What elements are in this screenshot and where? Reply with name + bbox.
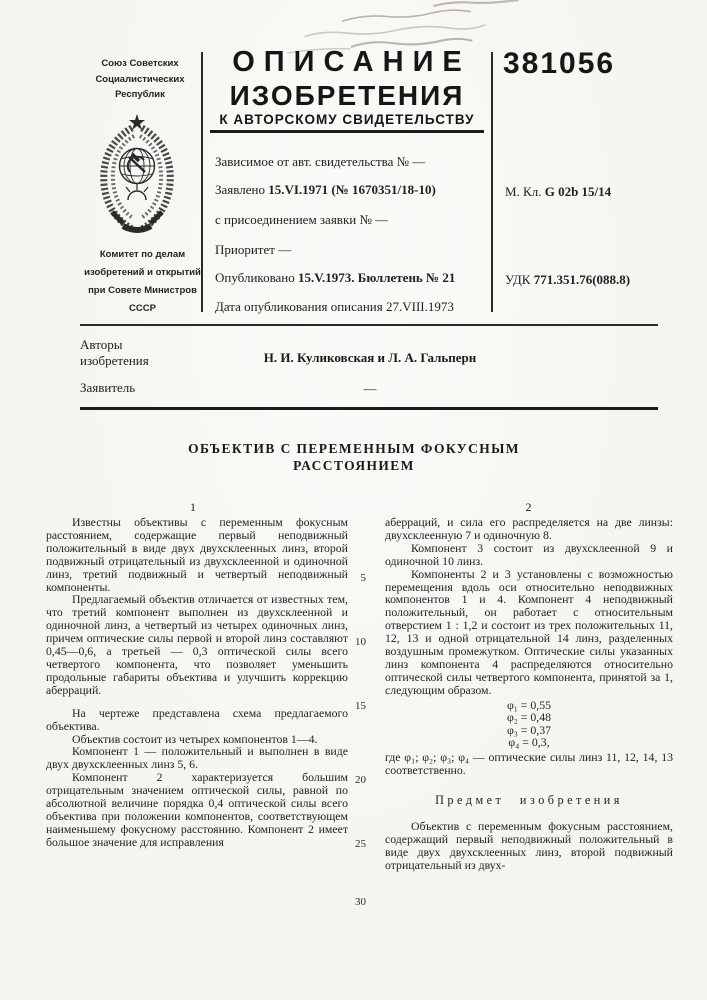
paragraph: Компонент 1 — положительный и выполнен в виде двух двухсклеенных линз 5, 6. [46, 744, 348, 772]
formula: φ₄ = 0,3, [508, 735, 550, 750]
paragraph: Известны объективы с переменным фокусным расстоянием, содержащие первый неподвижный положительный в виде двух двухсклеенных линз, второй подвижный отрицательный из двухсклеенной и одиночной линз, третий подвижный и четвертый неподвижный компоненты. [46, 515, 348, 594]
field-dependent [215, 154, 425, 170]
field-date-value: 27.VIII.1973 [385, 299, 454, 314]
field-priority-value: — [278, 242, 292, 257]
field-dependent-label: Зависимое от авт. свидетельства № [215, 154, 410, 169]
paragraph: аберраций, и сила его распределяется на две линзы: двухсклеенную 7 и одиночную 8. [385, 515, 673, 542]
invention-title-line1: ОБЪЕКТИВ С ПЕРЕМЕННЫМ ФОКУСНЫМ [188, 441, 520, 456]
column-2-number: 2 [525, 500, 532, 514]
paragraph: Предлагаемый объектив отличается от известных тем, что третий компонент выполнен из двухсклеенной и одиночной линз, а четвертый из четырех одиночных линз, причем оптические силы первой и второй линз составляют 0,45—0,6, а третьей — 0,3 оптической силы всего четвертого компонента, что позволяет уменьшить продольные габариты объектива и улучшить коррекцию аберраций. [46, 592, 348, 697]
field-published [215, 270, 455, 286]
applicant-value: — [363, 381, 377, 396]
field-udc-label: УДК [505, 272, 531, 287]
applicant-label: Заявитель [80, 380, 136, 395]
invention-title [104, 440, 604, 474]
header-bottom-rule [80, 324, 658, 326]
field-filed [215, 182, 436, 198]
field-published-value: 15.V.1973. Бюллетень № 21 [298, 270, 456, 285]
doc-type-title-line2: ИЗОБРЕТЕНИЯ [229, 80, 465, 111]
union-name-line: Республик [115, 89, 165, 100]
field-class-label: М. Кл. [505, 184, 542, 199]
field-class [505, 184, 611, 200]
header-vertical-rule-right [491, 52, 493, 312]
authors-bottom-rule [80, 407, 658, 410]
union-name [60, 56, 220, 103]
field-udc-value: 771.351.76(088.8) [533, 272, 631, 287]
paragraph: Компоненты 2 и 3 установлены с возможностью перемещения вдоль оси относительно неподвижных компонентов 1 и 4. Компонент 4 неподвижный положительный, он работает с относительным отверстием 1 : 1,2 и состоит из трех положительных 11, 12, 13 и одной отрицательной 14 линз, разделенных воздушным промежутком. Оптические силы указанных линз компонента 4 распределяются относительно оптической силы четвертого компонента, принятой за 1, следующим образом. [385, 566, 673, 697]
authors-names: Н. И. Куликовская и Л. А. Гальперн [263, 350, 477, 365]
union-name-line: Союз Советских [101, 58, 179, 69]
paragraph: На чертеже представлена схема предлагаемого объектива. [46, 705, 348, 733]
line-number-25: 25 [355, 838, 366, 850]
field-priority-label: Приоритет [215, 242, 275, 257]
formula-legend: где φ₁; φ₂; φ₃; φ₄ — оптические силы линз 11, 12, 14, 13 соответственно. [385, 750, 673, 777]
text-column-left [46, 516, 348, 849]
authors-label-line1: Авторы [80, 337, 123, 352]
patent-number: 381056 [503, 47, 616, 80]
text-column-right [385, 516, 673, 871]
paragraph: Компонент 2 характеризуется большим отрицательным значением оптической силы, равной по абсолютной величине порядка 0,4 оптической силы всего объектива при положении компонентов, соответствующем наименьшему фокусному расстоянию. Компонент 2 имеет большое значение для исправления [46, 770, 348, 849]
committee-name-line: СССР [129, 303, 156, 314]
field-filed-value: 15.VI.1971 (№ 1670351/18-10) [268, 182, 436, 197]
doc-type-title-line1: ОПИСАНИЕ [232, 46, 471, 78]
paragraph: Объектив состоит из четырех компонентов 1—4. [72, 731, 318, 746]
authors-label [80, 337, 149, 369]
line-number-30: 30 [355, 896, 366, 908]
field-date-label: Дата опубликования описания [215, 299, 383, 314]
optical-power-formulas [385, 699, 673, 749]
field-joined-label: с присоединением заявки № [215, 212, 372, 227]
field-udc [505, 272, 630, 288]
committee-name-line: изобретений и открытий [84, 267, 201, 278]
line-number-15: 15 [355, 700, 366, 712]
claim-paragraph: Объектив с переменным фокусным расстоянием, содержащий первый неподвижный положительный в виде двух двухсклеенных линз, второй подвижный отрицательный из двух- [385, 818, 673, 872]
line-number-5: 5 [360, 572, 366, 584]
field-published-label: Опубликовано [215, 270, 295, 285]
doc-subtitle: К АВТОРСКОМУ СВИДЕТЕЛЬСТВУ [219, 112, 475, 127]
formula: φ₃ = 0,37 [506, 722, 552, 737]
field-priority [215, 242, 291, 258]
formula: φ₁ = 0,55 [506, 697, 552, 712]
committee-name-line: Комитет по делам [99, 249, 186, 260]
subtitle-underline [210, 130, 484, 133]
committee-name [50, 246, 235, 318]
field-joined-value: — [375, 212, 389, 227]
claims-section-heading: Предмет изобретения [435, 792, 623, 807]
line-number-10: 10 [355, 636, 366, 648]
invention-title-line2: РАССТОЯНИЕМ [293, 458, 415, 473]
field-dependent-value: — [412, 154, 426, 169]
formula: φ₂ = 0,48 [506, 710, 552, 725]
union-name-line: Социалистических [95, 73, 185, 85]
field-publication-date [215, 299, 454, 315]
committee-name-line: при Совете Министров [88, 285, 197, 296]
field-joined-application [215, 212, 388, 228]
field-filed-label: Заявлено [215, 182, 265, 197]
paragraph: Компонент 3 состоит из двухсклеенной 9 и одиночной 10 линз. [385, 540, 673, 568]
ussr-coat-of-arms-icon [99, 112, 175, 238]
field-class-value: G 02b 15/14 [544, 184, 612, 199]
line-number-20: 20 [355, 774, 366, 786]
column-1-number: 1 [190, 500, 196, 514]
authors-label-line2: изобретения [80, 353, 149, 368]
